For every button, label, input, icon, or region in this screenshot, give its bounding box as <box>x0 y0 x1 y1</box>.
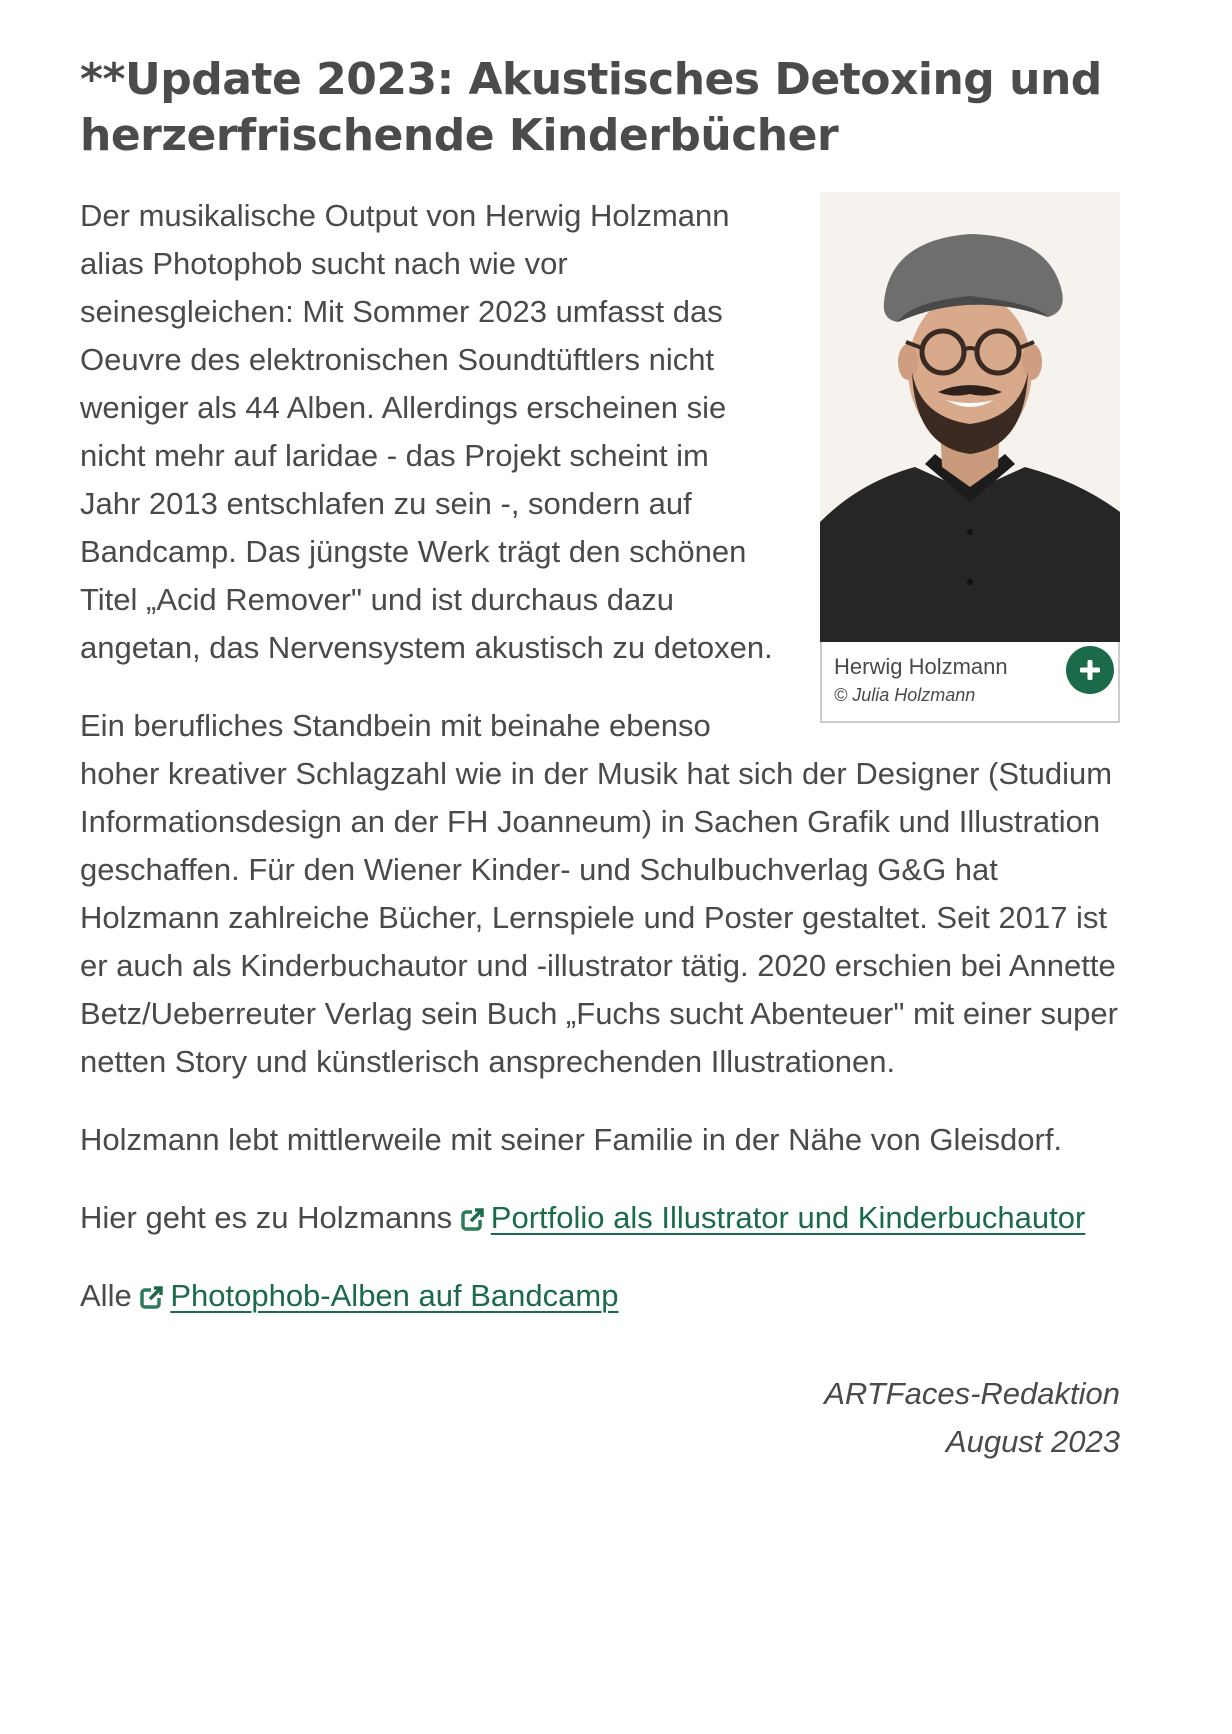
bandcamp-link-prefix: Alle <box>80 1278 132 1313</box>
plus-icon <box>1078 658 1102 682</box>
portfolio-link-prefix: Hier geht es zu Holzmanns <box>80 1200 453 1235</box>
caption-name: Herwig Holzmann <box>834 654 1008 679</box>
bandcamp-link-paragraph <box>80 1272 1120 1320</box>
portfolio-link-paragraph <box>80 1194 1120 1242</box>
paragraph-residence: Holzmann lebt mittlerweile mit seiner Familie in der Nähe von Gleisdorf. <box>80 1122 1063 1157</box>
paragraph-music: Der musikalische Output von Herwig Holzmann alias Photophob sucht nach wie vor seinesgleichen: Mit Sommer 2023 umfasst das Oeuvre des elektronischen Soundtüftlers nicht weniger als 44 Alben. Allerdings erscheinen sie nicht mehr auf laridae - das Projekt scheint im Jahr 2013 entschlafen zu sein -, sondern auf Bandcamp. Das jüngste Werk trägt den schönen Titel „Acid Remover" und ist durchaus dazu angetan, das Nervensystem akustisch zu detoxen. <box>80 198 773 665</box>
signature <box>80 1370 1120 1466</box>
signature-date: August 2023 <box>945 1424 1120 1459</box>
expand-image-button[interactable] <box>1066 646 1114 694</box>
article <box>80 52 1120 1466</box>
article-title: **Update 2023: Akustisches Detoxing und herzerfrischende Kinderbücher <box>80 54 1102 161</box>
portrait-figure <box>820 192 1120 723</box>
portrait-photo[interactable] <box>820 192 1120 642</box>
caption-credit: © Julia Holzmann <box>834 685 976 705</box>
signature-author: ARTFaces-Redaktion <box>824 1376 1120 1411</box>
external-link-icon <box>140 1285 164 1309</box>
figure-caption <box>820 642 1120 723</box>
bandcamp-link[interactable]: Photophob-Alben auf Bandcamp <box>170 1278 619 1313</box>
external-link-icon <box>461 1207 485 1231</box>
portrait-image <box>820 192 1120 642</box>
portfolio-link[interactable]: Portfolio als Illustrator und Kinderbuchautor <box>490 1200 1086 1235</box>
paragraph-design: Ein berufliches Standbein mit beinahe ebenso hoher kreativer Schlagzahl wie in der Musik hat sich der Designer (Studium Informationsdesign an der FH Joanneum) in Sachen Grafik und Illustration geschaffen. Für den Wiener Kinder- und Schulbuchverlag G&G hat Holzmann zahlreiche Bücher, Lernspiele und Poster gestaltet. Seit 2017 ist er auch als Kinderbuchautor und -illustrator tätig. 2020 erschien bei Annette Betz/Ueberreuter Verlag sein Buch „Fuchs sucht Abenteuer" mit einer super netten Story und künstlerisch ansprechenden Illustrationen. <box>80 708 1118 1079</box>
